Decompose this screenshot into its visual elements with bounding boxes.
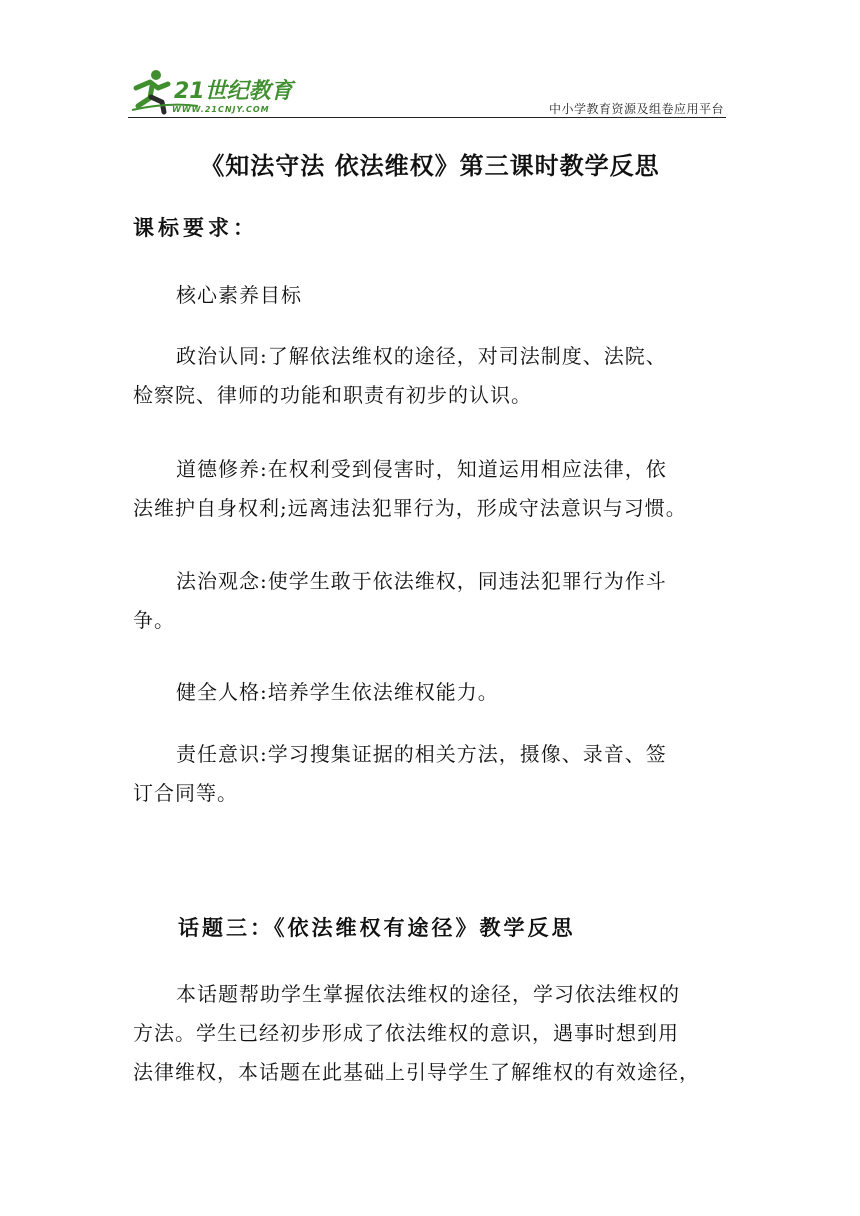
site-logo[interactable] (128, 66, 298, 116)
text-line: 检察院、律师的功能和职责有初步的认识。 (133, 383, 532, 407)
core-goals-label: 核心素养目标 (176, 283, 302, 307)
runner-logo-icon (128, 66, 298, 116)
text-line: 法维护自身权利;远离违法犯罪行为，形成守法意识与习惯。 (133, 496, 687, 520)
topic-heading: 话题三：《依法维权有途径》教学反思 (178, 916, 576, 940)
paragraph-core-goals (133, 276, 733, 315)
paragraph-sound-personality (133, 673, 733, 712)
section-heading-curriculum: 课标要求： (133, 216, 258, 240)
text-line: 方法。学生已经初步形成了依法维权的意识，遇事时想到用 (133, 1021, 679, 1045)
paragraph-political-identity (133, 337, 733, 415)
paragraph-responsibility (133, 735, 733, 813)
text-line: 责任意识:学习搜集证据的相关方法，摄像、录音、签 (176, 742, 667, 766)
document-title: 《知法守法 依法维权》第三课时教学反思 (200, 152, 660, 180)
paragraph-topic-reflection (133, 975, 733, 1092)
text-line: 订合同等。 (133, 781, 238, 805)
header-divider (128, 117, 726, 118)
paragraph-moral-cultivation (133, 450, 733, 528)
text-line: 争。 (133, 608, 175, 632)
logo-url: WWW.21CNJY.COM (172, 105, 270, 114)
paragraph-rule-of-law (133, 562, 733, 640)
text-line: 道德修养:在权利受到侵害时，知道运用相应法律，依 (176, 457, 667, 481)
text-line: 健全人格:培养学生依法维权能力。 (176, 680, 499, 704)
text-line: 本话题帮助学生掌握依法维权的途径，学习依法维权的 (176, 982, 680, 1006)
logo-wordmark: 21世纪教育 (174, 79, 293, 104)
text-line: 政治认同:了解依法维权的途径，对司法制度、法院、 (176, 344, 667, 368)
text-line: 法律维权，本话题在此基础上引导学生了解维权的有效途径， (133, 1060, 700, 1084)
platform-tagline: 中小学教育资源及组卷应用平台 (548, 102, 724, 116)
page-header (128, 66, 726, 118)
text-line: 法治观念:使学生敢于依法维权，同违法犯罪行为作斗 (176, 569, 667, 593)
